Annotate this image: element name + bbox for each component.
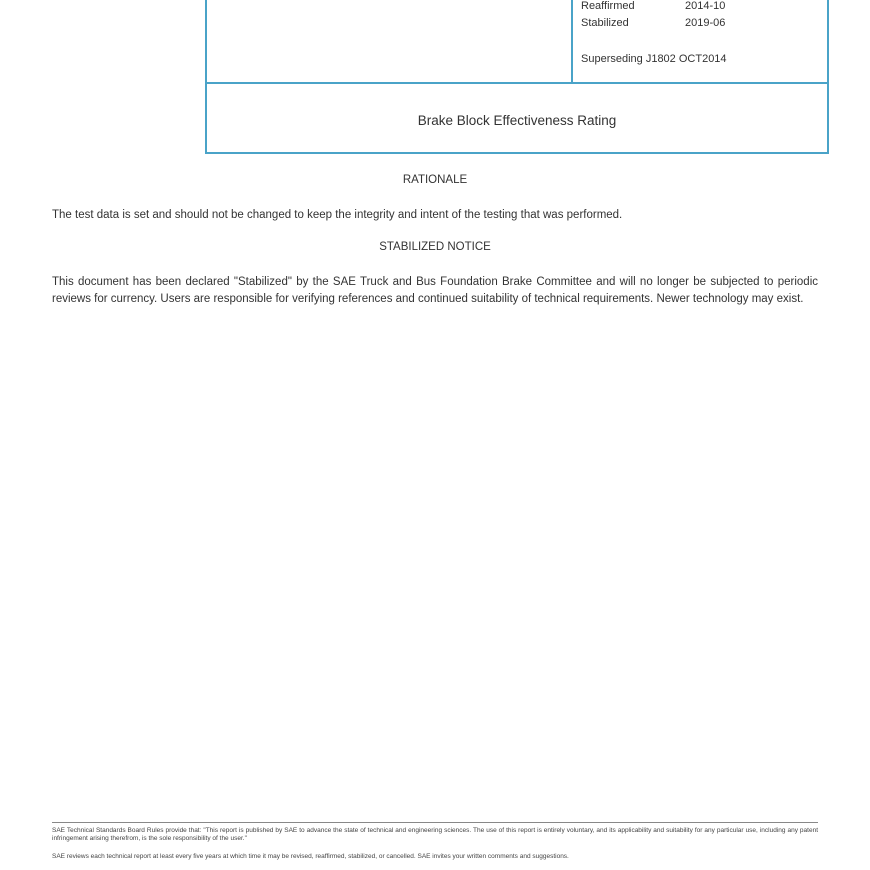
footer-paragraph-2: SAE reviews each technical report at least every five years at which time it may be revised, reaffirmed, stabilized, or cancelled. SAE invites your written comments and suggestions. (52, 853, 569, 860)
document-header-box (205, 0, 829, 154)
header-title-block (207, 0, 573, 84)
stabilized-notice-heading: STABILIZED NOTICE (379, 241, 491, 253)
superseding-text: Superseding J1802 OCT2014 (581, 53, 727, 65)
stabilized-value: 2019-06 (685, 17, 726, 29)
stabilized-date-row (581, 17, 725, 29)
footer-divider (52, 822, 818, 823)
reaffirmed-value: 2014-10 (685, 0, 726, 12)
stabilized-notice-text: This document has been declared "Stabilized" by the SAE Truck and Bus Foundation Brake Committee and will no longer be subjected to periodic reviews for currency. Users are responsible for verifying references and continued suitability of technical requirements. Newer technology may exist. (52, 276, 818, 305)
document-title: Brake Block Effectiveness Rating (417, 113, 617, 128)
rationale-text: The test data is set and should not be changed to keep the integrity and intent of the testing that was performed. (52, 209, 623, 221)
reaffirmed-label: Reaffirmed (581, 0, 635, 12)
rationale-heading: RATIONALE (402, 174, 468, 186)
footer-paragraph-1: SAE Technical Standards Board Rules provide that: "This report is published by SAE to advance the state of technical and engineering sciences. The use of this report is entirely voluntary, and its applicability and suitability for any particular use, including any patent infringement arising therefrom, is the sole responsibility of the user." (52, 827, 818, 842)
reaffirmed-date-row (581, 0, 725, 12)
header-dates-block (573, 0, 827, 84)
stabilized-label: Stabilized (581, 17, 629, 29)
